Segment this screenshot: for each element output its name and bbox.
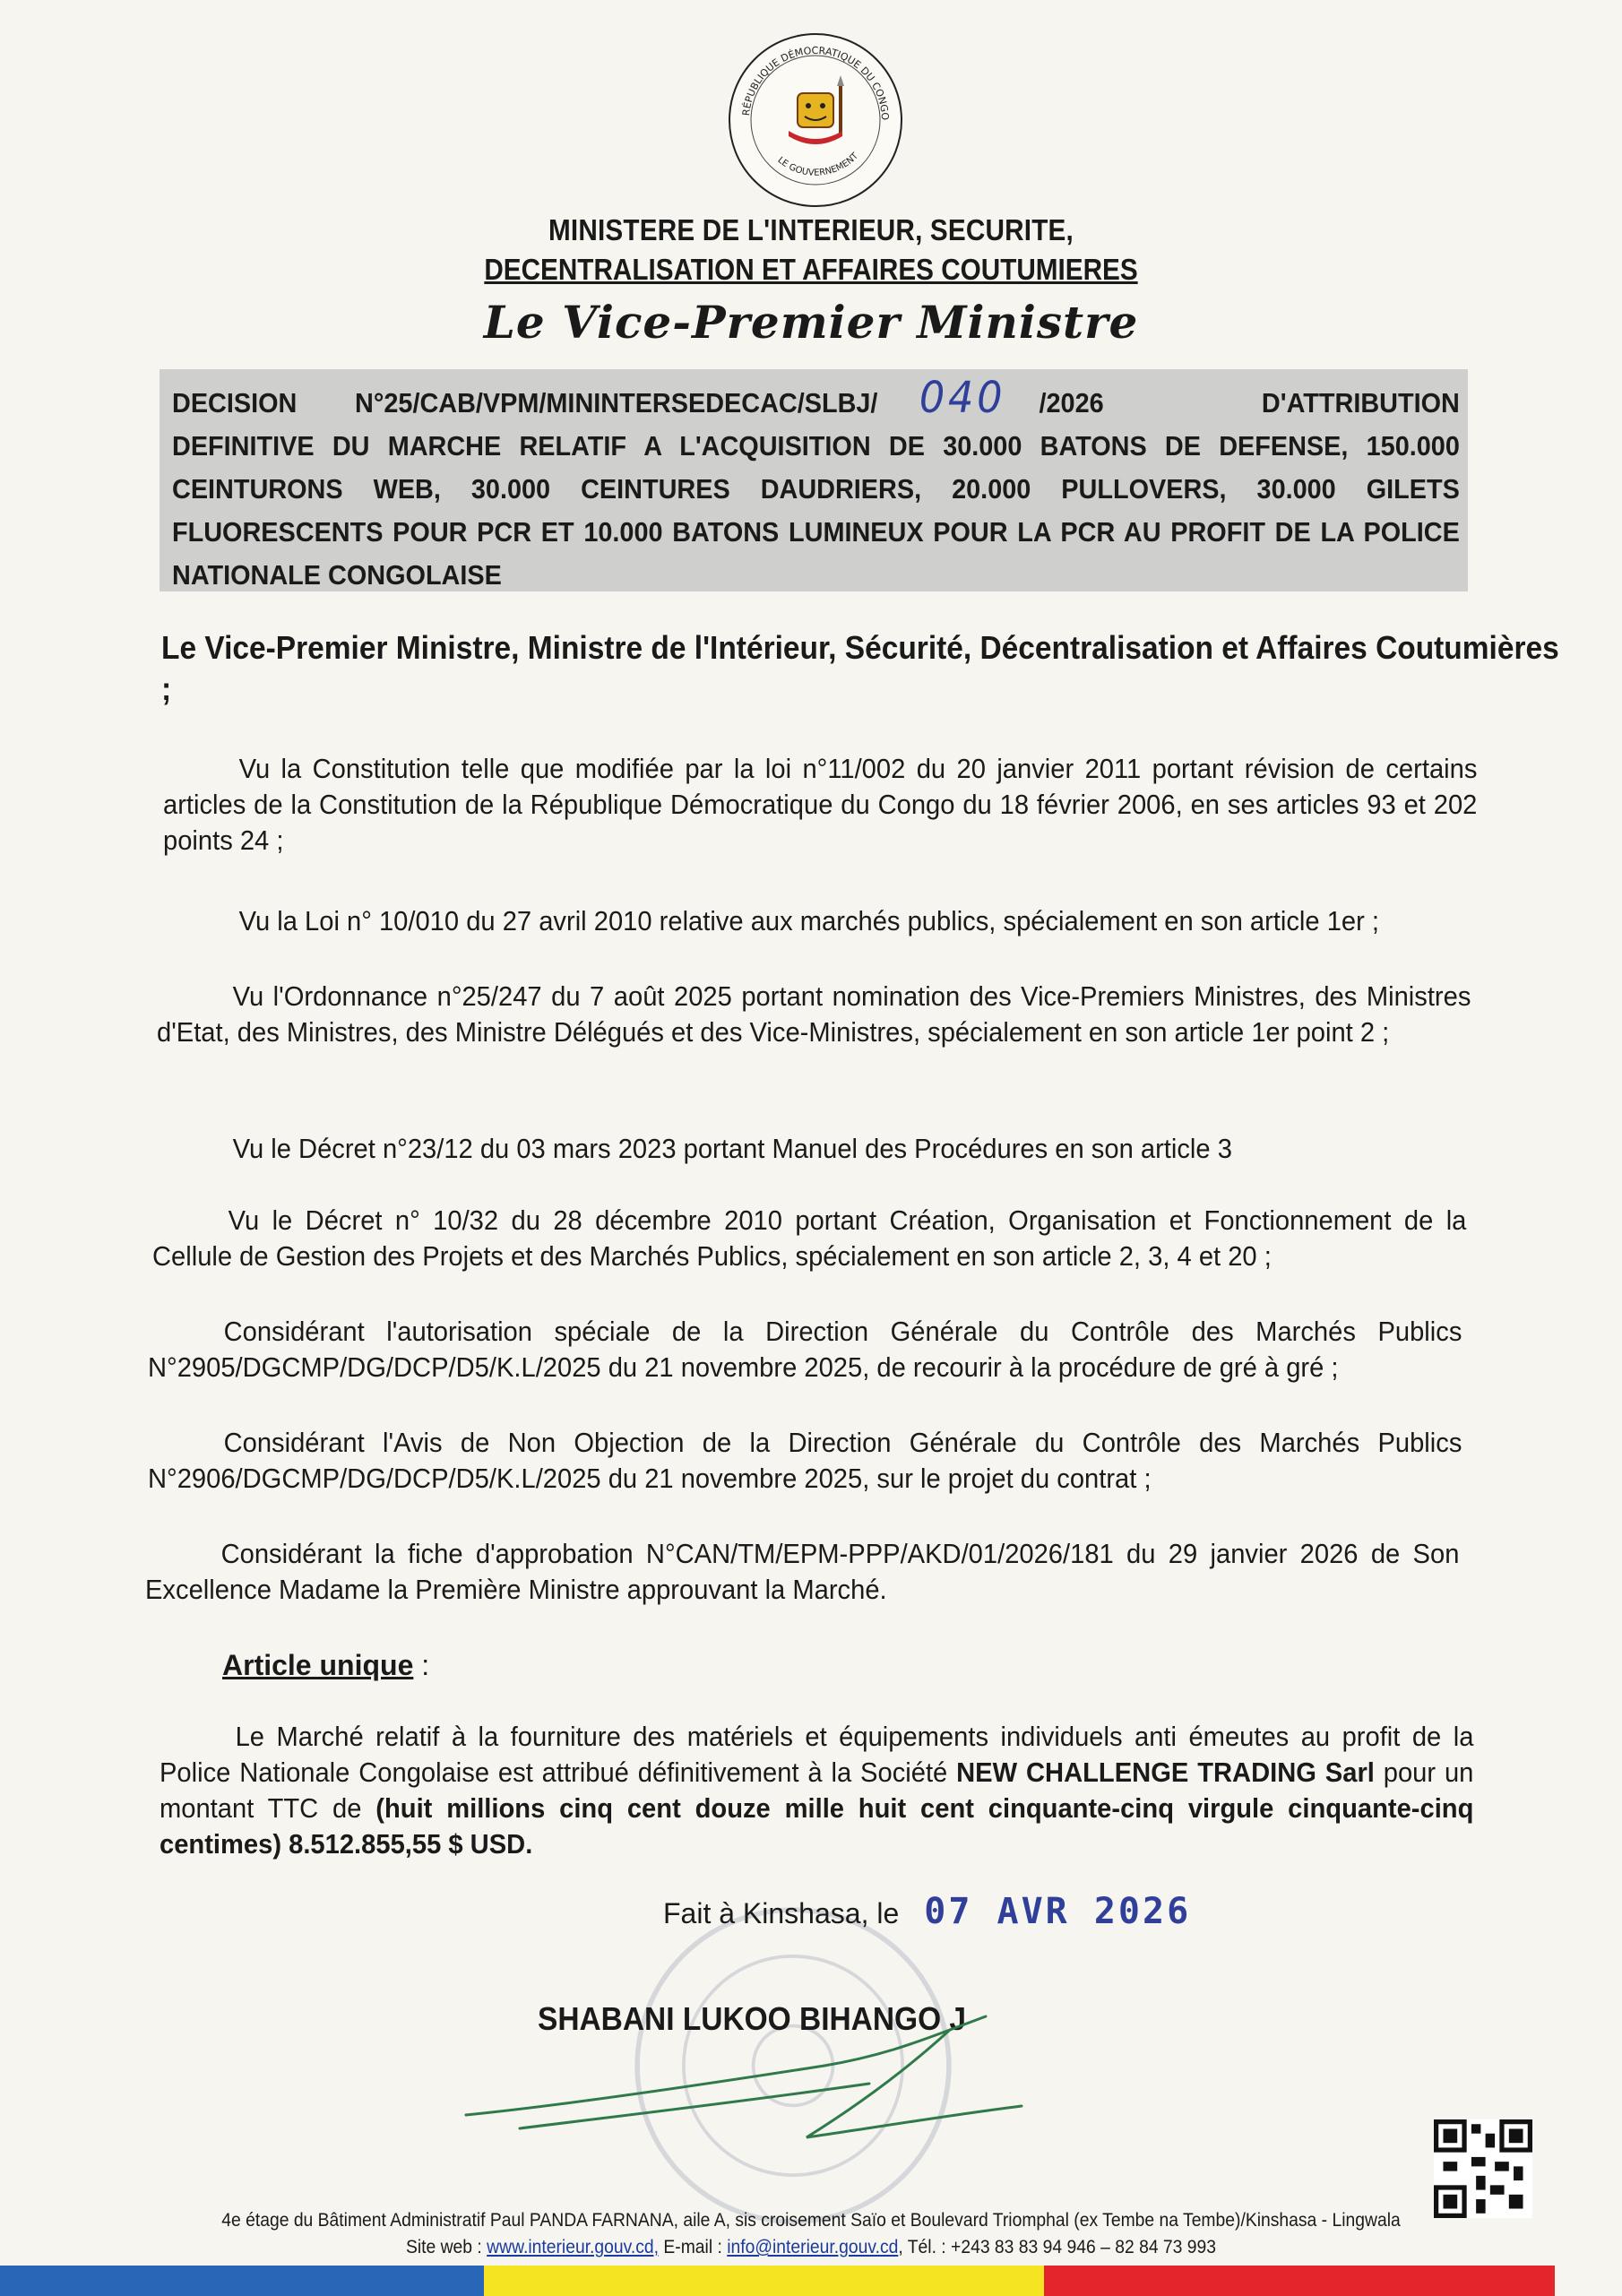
recital-approbation: Considérant la fiche d'approbation N°CAN/TM/EPM-PPP/AKD/01/2026/181 du 29 janvier 2026 de Son Excellence Madame la Première Ministre approuvant la Marché. xyxy=(145,1538,1460,1605)
recital-avis: Considérant l'Avis de Non Objection de la Direction Générale du Contrôle des Marchés Publics N°2906/DGCMP/DG/DCP/D5/K.L/2025 du 21 novembre 2025, sur le projet du contrat ; xyxy=(148,1427,1462,1494)
signatory-name: SHABANI LUKOO BIHANGO J xyxy=(538,2000,967,2037)
recital-constitution: Vu la Constitution telle que modifiée par la loi n°11/002 du 20 janvier 2011 portant révision de certains articles de la Constitution de la République Démocratique du Congo du 18 février 2006, en ses articles 93 et 202 points 24 ; xyxy=(163,753,1478,856)
decision-number: 040 xyxy=(919,373,1006,423)
website-link[interactable]: www.interieur.gouv.cd, xyxy=(487,2237,660,2257)
phone-numbers: , Tél. : +243 83 83 94 946 – 82 84 73 993 xyxy=(898,2237,1217,2257)
email-link[interactable]: info@interieur.gouv.cd xyxy=(727,2237,899,2257)
recital-decret-2023: Vu le Décret n°23/12 du 03 mars 2023 portant Manuel des Procédures en son article 3 xyxy=(232,1133,1232,1164)
seal-outer-text: RÉPUBLIQUE DÉMOCRATIQUE DU CONGO xyxy=(740,44,892,121)
footer-address: 4e étage du Bâtiment Administratif Paul PANDA FARNANA, aile A, sis croisement Saïo et Boulevard Triomphal (ex Tembe na Tembe)/Kinshasa - Lingwala xyxy=(221,2210,1401,2231)
decision-title xyxy=(172,373,1460,597)
preamble: Le Vice-Premier Ministre, Ministre de l'Intérieur, Sécurité, Décentralisation et Affaires Coutumières ; xyxy=(161,629,1559,707)
recital-ordonnance: Vu l'Ordonnance n°25/247 du 7 août 2025 portant nomination des Vice-Premiers Ministres, des Ministres d'Etat, des Ministres, des Ministre Délégués et des Vice-Ministres, spécialement en son article 1er point 2 ; xyxy=(157,980,1471,1048)
article-text-part2: pour un montant TTC de xyxy=(160,1757,1474,1824)
recital-autorisation: Considérant l'autorisation spéciale de la Direction Générale du Contrôle des Marchés Publics N°2905/DGCMP/DG/DCP/D5/K.L/2025 du 21 novembre 2025, de recourir à la procédure de gré à gré ; xyxy=(148,1316,1462,1383)
handwritten-signature xyxy=(448,1981,1075,2160)
contract-amount: (huit millions cinq cent douze mille huit cent cinquante-cinq virgule cinquante-cinq centimes) 8.512.855,55 $ USD. xyxy=(160,1792,1474,1860)
date-stamp: 07 AVR 2026 xyxy=(924,1891,1192,1932)
ministry-name-line2: DECENTRALISATION ET AFFAIRES COUTUMIERES xyxy=(484,253,1138,286)
closing-line xyxy=(663,1891,1191,1932)
decision-subject: D'ATTRIBUTION DEFINITIVE DU MARCHE RELATIF A L'ACQUISITION DE 30.000 BATONS DE DEFENSE, 150.000 CEINTURONS WEB, 30.000 CEINTURES DAUDRIERS, 20.000 PULLOVERS, 30.000 GILETS FLUORESCENTS POUR PCR ET 10.000 BATONS LUMINEUX POUR LA PCR AU PROFIT DE LA POLICE NATIONALE CONGOLAISE xyxy=(172,387,1460,591)
recital-loi: Vu la Loi n° 10/010 du 27 avril 2010 relative aux marchés publics, spécialement en son article 1er ; xyxy=(238,905,1380,937)
office-title: Le Vice-Premier Ministre xyxy=(483,296,1139,349)
qr-code-icon xyxy=(1434,2119,1532,2218)
closing-place: Fait à Kinshasa, le xyxy=(663,1897,900,1929)
site-label: Site web : xyxy=(405,2237,487,2257)
article-heading xyxy=(222,1649,429,1682)
seal-inner-text: LE GOUVERNEMENT xyxy=(775,151,861,178)
recital-decret-2010: Vu le Décret n° 10/32 du 28 décembre 2010 portant Création, Organisation et Fonctionnement de la Cellule de Gestion des Projets et des Marchés Publics, spécialement en son article 2, 3, 4 et 20 ; xyxy=(152,1204,1467,1272)
article-title-suffix: : xyxy=(413,1649,430,1681)
company-name: NEW CHALLENGE TRADING Sarl xyxy=(956,1757,1375,1788)
decision-prefix: DECISION N°25/CAB/VPM/MININTERSEDECAC/SLBJ/ xyxy=(172,387,878,419)
footer-contacts xyxy=(65,2237,1557,2258)
article-text-part1: Le Marché relatif à la fourniture des matériels et équipements individuels anti émeutes au profit de la Police Nationale Congolaise est attribué définitivement à la Société xyxy=(160,1721,1474,1788)
article-text xyxy=(160,1719,1473,1862)
email-label: E-mail : xyxy=(659,2237,728,2257)
flag-stripe-yellow xyxy=(484,2266,1044,2296)
flag-stripe-red xyxy=(1044,2266,1555,2296)
ministry-name-line1: MINISTERE DE L'INTERIEUR, SECURITE, xyxy=(548,213,1074,246)
decision-year: /2026 xyxy=(1039,387,1104,419)
government-seal xyxy=(726,30,905,210)
flag-stripe-blue xyxy=(0,2266,484,2296)
article-title: Article unique xyxy=(222,1649,414,1681)
